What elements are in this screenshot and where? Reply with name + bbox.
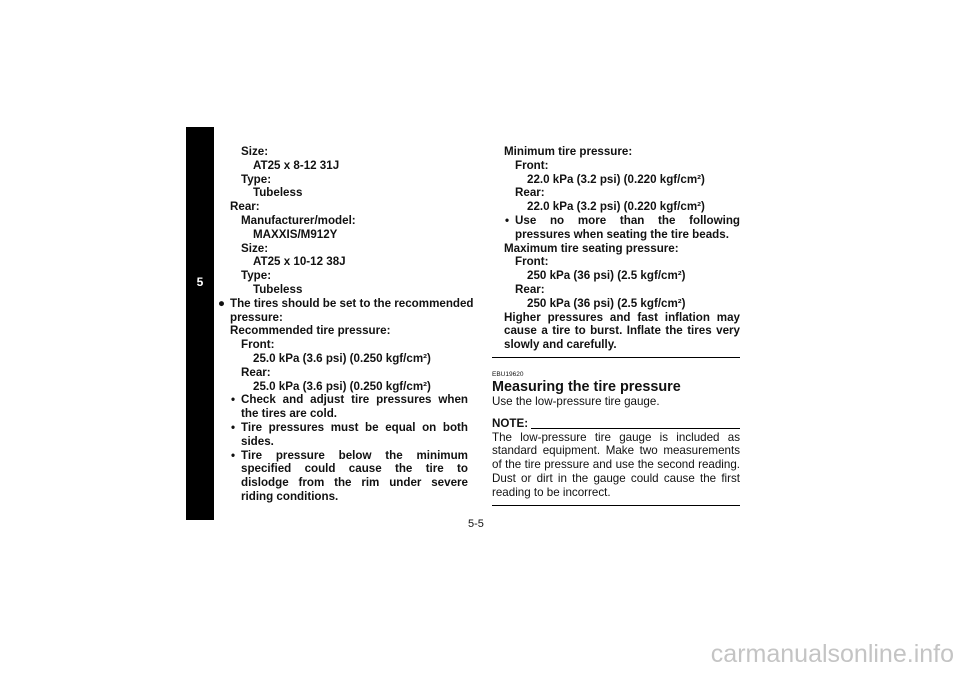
min-rear-value: 22.0 kPa (3.2 psi) (0.220 kgf/cm²): [527, 200, 705, 214]
bullet-dot-icon: •: [231, 448, 236, 462]
page-number: 5-5: [468, 518, 484, 530]
section-intro: Use the low-pressure tire gauge.: [492, 394, 660, 408]
rear-size-value: AT25 x 10-12 38J: [253, 255, 346, 269]
max-front-value: 250 kPa (36 psi) (2.5 kgf/cm²): [527, 269, 686, 283]
list-item: [218, 449, 468, 504]
front-size-value: AT25 x 8-12 31J: [253, 158, 340, 172]
right-column: [492, 145, 740, 506]
dot-seating-text: Use no more than the following pressures when seating the tire beads.: [515, 213, 740, 241]
max-rear-label: Rear:: [515, 282, 545, 296]
note-text: The low-pressure tire gauge is included as standard equipment. Make two measurements of the tire pressure and use the second reading. Dust or dirt in the gauge could cause the first reading to be incorrect.: [492, 430, 740, 499]
recommended-bullet: [218, 296, 474, 311]
left-column: [218, 145, 474, 504]
section-title: Measuring the tire pressure: [492, 378, 681, 395]
front-size-label: Size:: [241, 145, 269, 158]
list-item: [218, 421, 468, 449]
rear-type-value: Tubeless: [253, 282, 303, 296]
bullet-dot-icon: •: [231, 393, 236, 407]
dot3-text: Tire pressure below the minimum specified could cause the tire to dislodge from the rim under severe riding conditions.: [241, 448, 468, 503]
rear-size-label: Size:: [241, 241, 269, 255]
recommended-bullet-line1: The tires should be set to the recommended: [230, 296, 474, 310]
divider: [492, 357, 740, 358]
filled-circle-bullet-icon: ●: [218, 296, 226, 310]
rear-manufacturer-label: Manufacturer/model:: [241, 213, 356, 227]
max-rear-value: 250 kPa (36 psi) (2.5 kgf/cm²): [527, 296, 686, 310]
list-item: [492, 214, 740, 242]
rear-heading: Rear:: [230, 200, 260, 214]
min-front-label: Front:: [515, 158, 549, 172]
front-type-label: Type:: [241, 172, 272, 186]
bullet-dot-icon: •: [231, 420, 236, 434]
watermark: carmanualsonline.info: [710, 640, 954, 668]
dot2-text: Tire pressures must be equal on both sides.: [241, 420, 468, 448]
dot1-text: Check and adjust tire pressures when the tires are cold.: [241, 393, 468, 421]
chapter-tab: [186, 127, 214, 520]
divider: [492, 505, 740, 506]
max-label: Maximum tire seating pressure:: [504, 241, 679, 255]
max-front-label: Front:: [515, 255, 549, 269]
rec-front-value: 25.0 kPa (3.6 psi) (0.250 kgf/cm²): [253, 351, 431, 365]
min-label: Minimum tire pressure:: [504, 145, 633, 158]
warning-text: Higher pressures and fast inflation may cause a tire to burst. Inflate the tires very slowly and carefully.: [504, 310, 740, 352]
min-rear-label: Rear:: [515, 186, 545, 200]
divider: [531, 428, 740, 429]
note-label: NOTE:: [492, 416, 529, 430]
rec-front-label: Front:: [241, 338, 275, 352]
bullet-dot-icon: •: [505, 213, 510, 227]
chapter-number: 5: [196, 275, 204, 289]
note-header: [492, 417, 740, 431]
front-type-value: Tubeless: [253, 186, 303, 200]
rear-manufacturer-value: MAXXIS/M912Y: [253, 227, 338, 241]
rec-rear-value: 25.0 kPa (3.6 psi) (0.250 kgf/cm²): [253, 379, 431, 393]
recommended-bullet-line2: pressure:: [230, 310, 283, 324]
list-item: [218, 393, 468, 421]
rear-type-label: Type:: [241, 269, 272, 283]
rec-rear-label: Rear:: [241, 365, 271, 379]
section-code: EBU19620: [492, 370, 524, 378]
recommended-label: Recommended tire pressure:: [230, 324, 391, 338]
min-front-value: 22.0 kPa (3.2 psi) (0.220 kgf/cm²): [527, 172, 705, 186]
